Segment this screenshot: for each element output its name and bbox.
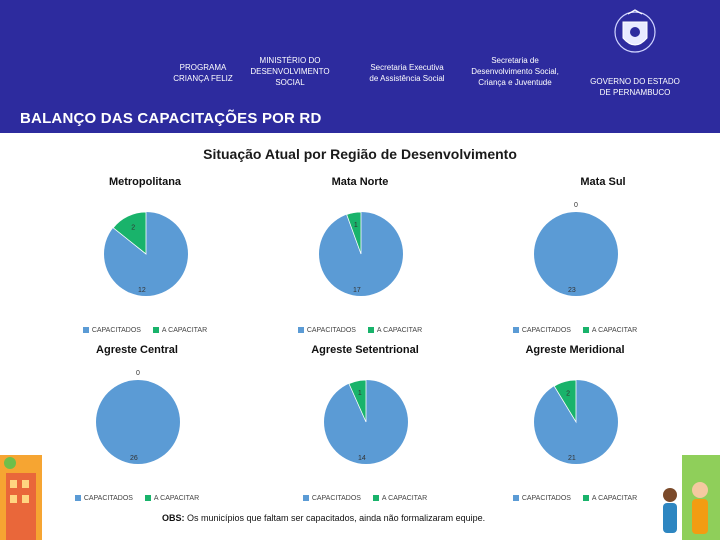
legend-swatch-capacitados [298, 327, 304, 333]
legend-label-capacitados: CAPACITADOS [311, 495, 361, 502]
legend-label-a-capacitar: A CAPACITAR [376, 327, 423, 334]
legend-label-a-capacitar: A CAPACITAR [153, 495, 200, 502]
legend-label-a-capacitar: A CAPACITAR [161, 327, 208, 334]
pie-data-label-capacitados: 23 [568, 287, 576, 294]
pie-chart-agreste-setentrional [250, 344, 480, 504]
pie-data-label-a-capacitar: 0 [574, 202, 578, 209]
pie-title: Agreste Meridional [525, 344, 625, 356]
pie-panel-metropolitana [30, 176, 260, 336]
legend-swatch-capacitados [75, 495, 81, 501]
pie-data-label-a-capacitar: 1 [353, 222, 358, 230]
legend-swatch-capacitados [513, 327, 519, 333]
pie-slice-capacitados [534, 212, 618, 296]
pie-data-label-a-capacitar: 2 [131, 224, 136, 232]
legend-swatch-a-capacitar [145, 495, 151, 501]
pie-data-label-capacitados: 21 [568, 455, 576, 462]
legend-label-capacitados: CAPACITADOS [91, 327, 141, 334]
pie-slice-capacitados [96, 380, 180, 464]
pie-data-label-capacitados: 17 [353, 287, 361, 294]
pie-chart-agreste-central [22, 344, 252, 504]
pie-title: Mata Norte [331, 176, 389, 188]
building-illustration-icon [0, 455, 42, 540]
pie-title: Mata Sul [580, 176, 626, 188]
legend-swatch-a-capacitar [583, 495, 589, 501]
pie-chart-mata-sul [460, 176, 690, 336]
legend-label-capacitados: CAPACITADOS [521, 495, 571, 502]
legend-label-a-capacitar: A CAPACITAR [381, 495, 428, 502]
pie-title: Agreste Central [96, 344, 178, 356]
pie-data-label-a-capacitar: 2 [566, 390, 570, 398]
pie-chart-mata-norte [245, 176, 475, 336]
pie-legend [30, 327, 260, 334]
legend-label-a-capacitar: A CAPACITAR [591, 495, 638, 502]
pie-legend [250, 495, 480, 502]
footer-text: Os municípios que faltam ser capacitados, ainda não formalizaram equipe. [184, 513, 486, 523]
legend-label-a-capacitar: A CAPACITAR [591, 327, 638, 334]
legend-swatch-a-capacitar [368, 327, 374, 333]
legend-label-capacitados: CAPACITADOS [521, 327, 571, 334]
pie-panel-agreste-central [22, 344, 252, 504]
pie-data-label-capacitados: 26 [130, 455, 138, 462]
slide-title: BALANÇO DAS CAPACITAÇÕES POR RD [20, 110, 322, 127]
pie-data-label-a-capacitar: 0 [136, 370, 140, 377]
org-governo-pernambuco: GOVERNO DO ESTADO DE PERNAMBUCO [590, 77, 680, 97]
pie-title: Agreste Setentrional [311, 344, 419, 356]
legend-swatch-capacitados [513, 495, 519, 501]
footer-note [162, 513, 485, 523]
header-banner [0, 0, 720, 133]
legend-label-capacitados: CAPACITADOS [306, 327, 356, 334]
pie-legend [245, 327, 475, 334]
pie-panel-mata-norte [245, 176, 475, 336]
pie-data-label-a-capacitar: 1 [357, 390, 362, 398]
org-secretaria-desenvolvimento: Secretaria de Desenvolvimento Social, Criança e Juventude [471, 56, 559, 87]
chart-main-title: Situação Atual por Região de Desenvolvimento [203, 146, 517, 162]
children-illustration-icon [652, 455, 720, 540]
footer-label: OBS: [162, 513, 185, 523]
legend-swatch-a-capacitar [373, 495, 379, 501]
org-ministerio: MINISTÉRIO DO DESENVOLVIMENTO SOCIAL [250, 56, 330, 87]
pie-panel-mata-sul [460, 176, 690, 336]
legend-swatch-a-capacitar [153, 327, 159, 333]
org-secretaria-executiva: Secretaria Executiva de Assistência Social [369, 63, 445, 83]
pie-data-label-capacitados: 12 [138, 287, 146, 294]
legend-label-capacitados: CAPACITADOS [83, 495, 133, 502]
legend-swatch-capacitados [303, 495, 309, 501]
state-crest-icon [610, 8, 660, 66]
pie-data-label-capacitados: 14 [358, 455, 366, 462]
legend-swatch-a-capacitar [583, 327, 589, 333]
pie-panel-agreste-setentrional [250, 344, 480, 504]
pie-legend [22, 495, 252, 502]
pie-chart-metropolitana [30, 176, 260, 336]
org-programa-crianca-feliz: PROGRAMA CRIANÇA FELIZ [173, 63, 233, 83]
pie-legend [460, 327, 690, 334]
legend-swatch-capacitados [83, 327, 89, 333]
pie-title: Metropolitana [108, 176, 182, 188]
